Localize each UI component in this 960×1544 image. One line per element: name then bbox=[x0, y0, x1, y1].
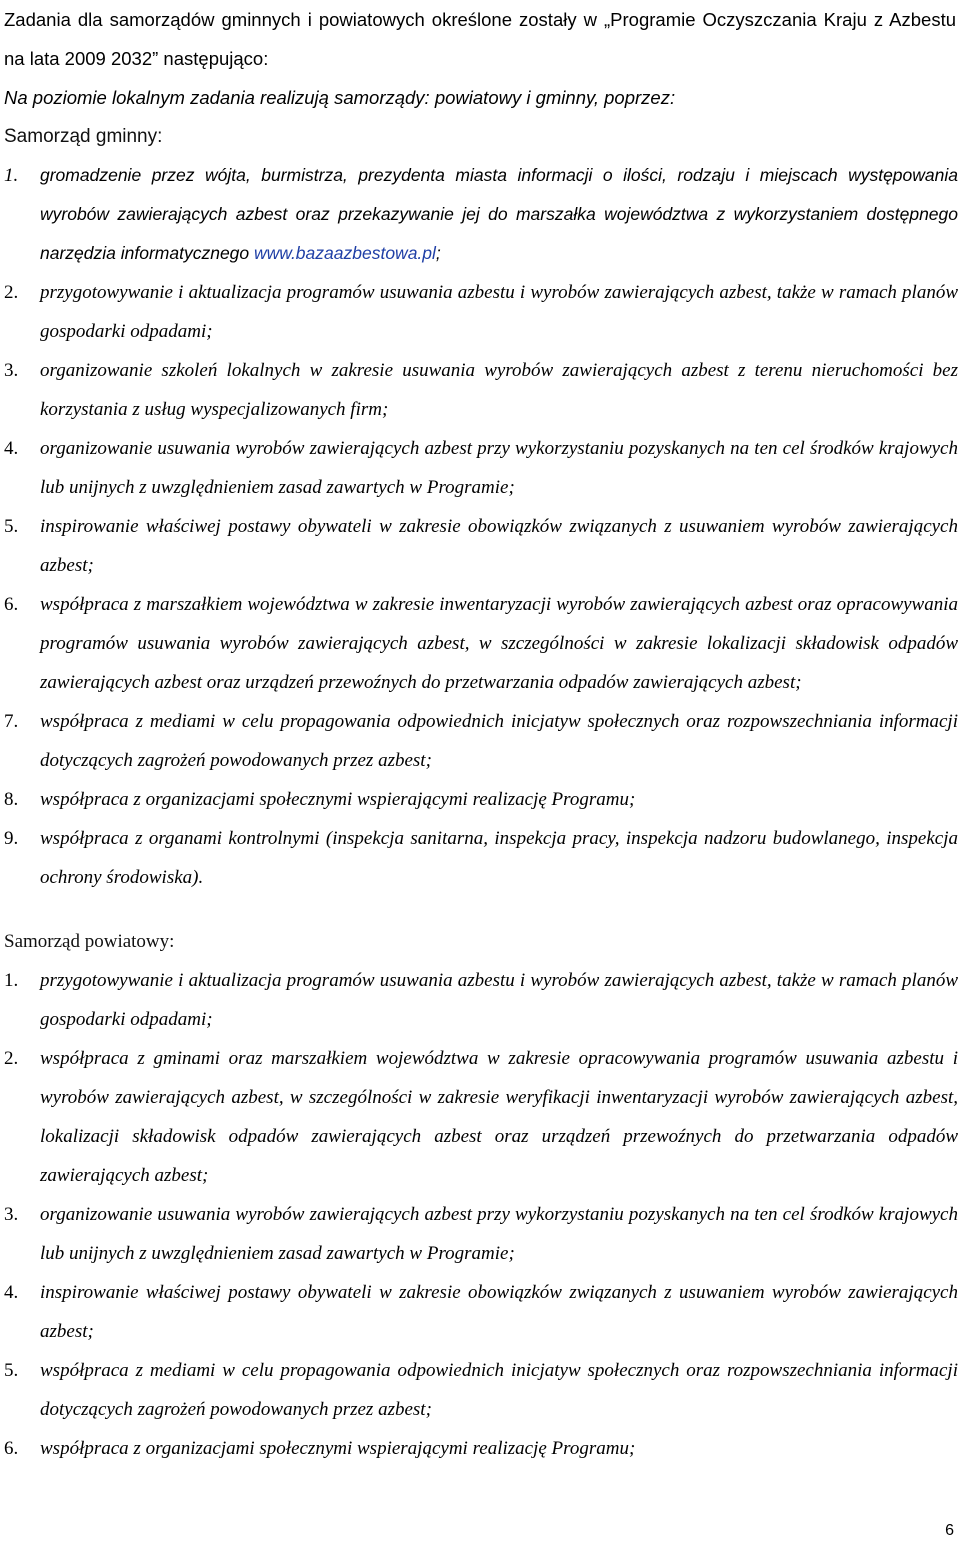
item-number: 1. bbox=[4, 165, 19, 186]
item-text: przygotowywanie i aktualizacja programów usuwania azbestu i wyrobów zawierających azbest, także w ramach planów gospodarki odpadami; bbox=[40, 970, 958, 1030]
item-number: 7. bbox=[4, 711, 19, 732]
list-item bbox=[0, 585, 958, 702]
list-item bbox=[0, 351, 958, 429]
intro-paragraph: Zadania dla samorządów gminnych i powiatowych określone zostały w „Programie Oczyszczania Kraju z Azbestu na lata 2009 2032” następująco: bbox=[4, 9, 956, 69]
list-item bbox=[0, 156, 958, 273]
item-number: 6. bbox=[4, 1438, 19, 1459]
list-item bbox=[0, 702, 958, 780]
list-item bbox=[0, 961, 958, 1039]
list-item bbox=[0, 429, 958, 507]
item-text: organizowanie usuwania wyrobów zawierających azbest przy wykorzystaniu pozyskanych na ten cel środków krajowych lub unijnych z uwzględnieniem zasad zawartych w Programie; bbox=[40, 1204, 958, 1264]
item-number: 8. bbox=[4, 789, 19, 810]
item-text: współpraca z marszałkiem województwa w zakresie inwentaryzacji wyrobów zawierających azbest oraz opracowywania programów usuwania wyrobów zawierających azbest, w szczególności w zakresie lokalizacji składowisk odpadów zawierających azbest oraz urządzeń przewoźnych do przetwarzania odpadów zawierających azbest; bbox=[40, 594, 958, 693]
bazaazbestowa-link[interactable]: www.bazaazbestowa.pl bbox=[254, 243, 436, 263]
item-text: współpraca z organizacjami społecznymi wspierającymi realizację Programu; bbox=[40, 1438, 636, 1459]
item-number: 3. bbox=[4, 1204, 19, 1225]
item-number: 9. bbox=[4, 828, 19, 849]
item-number: 4. bbox=[4, 1282, 19, 1303]
item-number: 2. bbox=[4, 282, 19, 303]
list-item bbox=[0, 1039, 958, 1195]
item-text: gromadzenie przez wójta, burmistrza, prezydenta miasta informacji o ilości, rodzaju i miejscach występowania wyrobów zawierających azbest oraz przekazywanie jej do marszałka województwa z wykorzystaniem dostępnego narzędzia informatycznego www.bazaazbestowa.pl; bbox=[40, 165, 958, 263]
list-item bbox=[0, 819, 958, 897]
powiatowy-task-list bbox=[0, 961, 960, 1468]
list-item bbox=[0, 273, 958, 351]
page-number: 6 bbox=[945, 1522, 954, 1539]
item-text: inspirowanie właściwej postawy obywateli w zakresie obowiązków związanych z usuwaniem wyrobów zawierających azbest; bbox=[40, 516, 958, 576]
item-text: współpraca z mediami w celu propagowania odpowiednich inicjatyw społecznych oraz rozpowszechniania informacji dotyczących zagrożeń powodowanych przez azbest; bbox=[40, 1360, 958, 1420]
item-number: 5. bbox=[4, 1360, 19, 1381]
item-text: przygotowywanie i aktualizacja programów usuwania azbestu i wyrobów zawierających azbest, także w ramach planów gospodarki odpadami; bbox=[40, 282, 958, 342]
list-item bbox=[0, 1351, 958, 1429]
list-item bbox=[0, 1273, 958, 1351]
list-item bbox=[0, 507, 958, 585]
item-number: 6. bbox=[4, 594, 19, 615]
item-text: organizowanie szkoleń lokalnych w zakresie usuwania wyrobów zawierających azbest z terenu nieruchomości bez korzystania z usług wyspecjalizowanych firm; bbox=[40, 360, 958, 420]
item-text: inspirowanie właściwej postawy obywateli w zakresie obowiązków związanych z usuwaniem wyrobów zawierających azbest; bbox=[40, 1282, 958, 1342]
item-number: 4. bbox=[4, 438, 19, 459]
section-title-powiatowy: Samorząd powiatowy: bbox=[4, 931, 175, 952]
item-text: współpraca z organizacjami społecznymi wspierającymi realizację Programu; bbox=[40, 789, 636, 810]
item-number: 2. bbox=[4, 1048, 19, 1069]
item-number: 5. bbox=[4, 516, 19, 537]
item-text: współpraca z organami kontrolnymi (inspekcja sanitarna, inspekcja pracy, inspekcja nadzoru budowlanego, inspekcja ochrony środowiska). bbox=[40, 828, 958, 888]
item-number: 3. bbox=[4, 360, 19, 381]
item-text: organizowanie usuwania wyrobów zawierających azbest przy wykorzystaniu pozyskanych na ten cel środków krajowych lub unijnych z uwzględnieniem zasad zawartych w Programie; bbox=[40, 438, 958, 498]
list-item bbox=[0, 1429, 958, 1468]
list-item bbox=[0, 780, 958, 819]
intro-subtitle: Na poziomie lokalnym zadania realizują samorządy: powiatowy i gminny, poprzez: bbox=[4, 87, 676, 108]
gminny-task-list bbox=[0, 156, 960, 897]
section-title-gminny: Samorząd gminny: bbox=[4, 126, 163, 147]
item-number: 1. bbox=[4, 970, 19, 991]
list-item bbox=[0, 1195, 958, 1273]
item-text: współpraca z gminami oraz marszałkiem województwa w zakresie opracowywania programów usuwania azbestu i wyrobów zawierających azbest, w szczególności w zakresie weryfikacji inwentaryzacji wyrobów zawierających azbest, lokalizacji składowisk odpadów zawierających azbest oraz urządzeń przewoźnych do przetwarzania odpadów zawierających azbest; bbox=[40, 1048, 958, 1186]
item-text: współpraca z mediami w celu propagowania odpowiednich inicjatyw społecznych oraz rozpowszechniania informacji dotyczących zagrożeń powodowanych przez azbest; bbox=[40, 711, 958, 771]
